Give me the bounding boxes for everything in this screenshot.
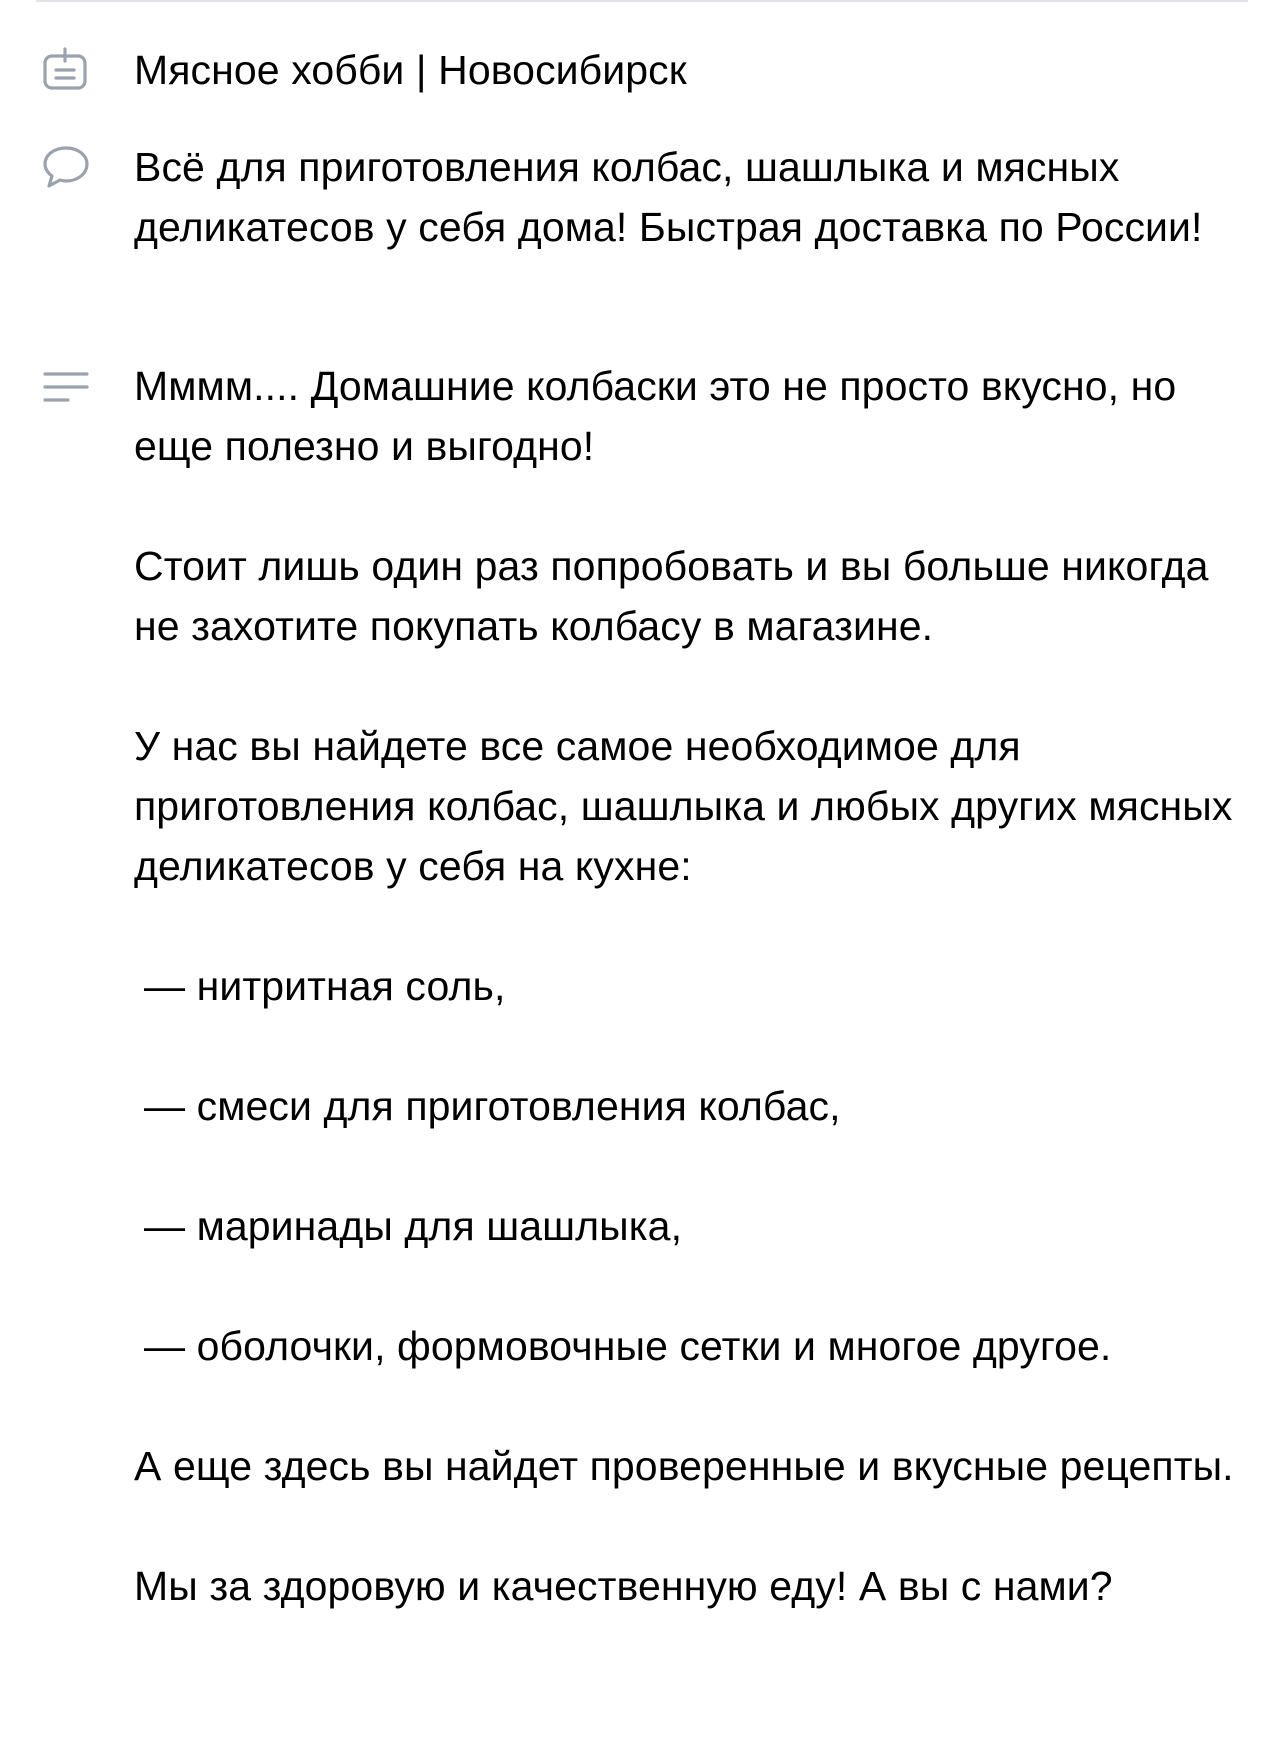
description-paragraph: Стоит лишь один раз попробовать и вы больше никогда не захотите покупать колбасу в магазине. [134,543,1209,649]
description-paragraph: Мы за здоровую и качественную еду! А вы с нами? [134,1563,1113,1609]
description-paragraph: А еще здесь вы найдет проверенные и вкусные рецепты. [134,1443,1234,1489]
calendar-icon [40,44,92,96]
text-lines-icon [40,362,92,414]
description-paragraph: Мммм.... Домашние колбаски это не просто вкусно, но еще полезно и выгодно! [134,363,1177,469]
description-list-item: — маринады для шашлыка, [144,1203,683,1249]
description-list-item: — нитритная соль, [144,963,506,1009]
group-description [134,356,1248,1616]
description-list-item: — смеси для приготовления колбас, [144,1083,841,1129]
top-divider [36,0,1248,2]
description-paragraph: У нас вы найдете все самое необходимое для приготовления колбас, шашлыка и любых других мясных деликатесов у себя на кухне: [134,723,1233,889]
group-status: Всё для приготовления колбас, шашлыка и мясных деликатесов у себя дома! Быстрая доставка по России! [134,144,1203,250]
description-list-item: — оболочки, формовочные сетки и многое другое. [144,1323,1112,1369]
speech-bubble-icon [40,141,92,193]
group-name: Мясное хобби | Новосибирск [134,47,687,93]
